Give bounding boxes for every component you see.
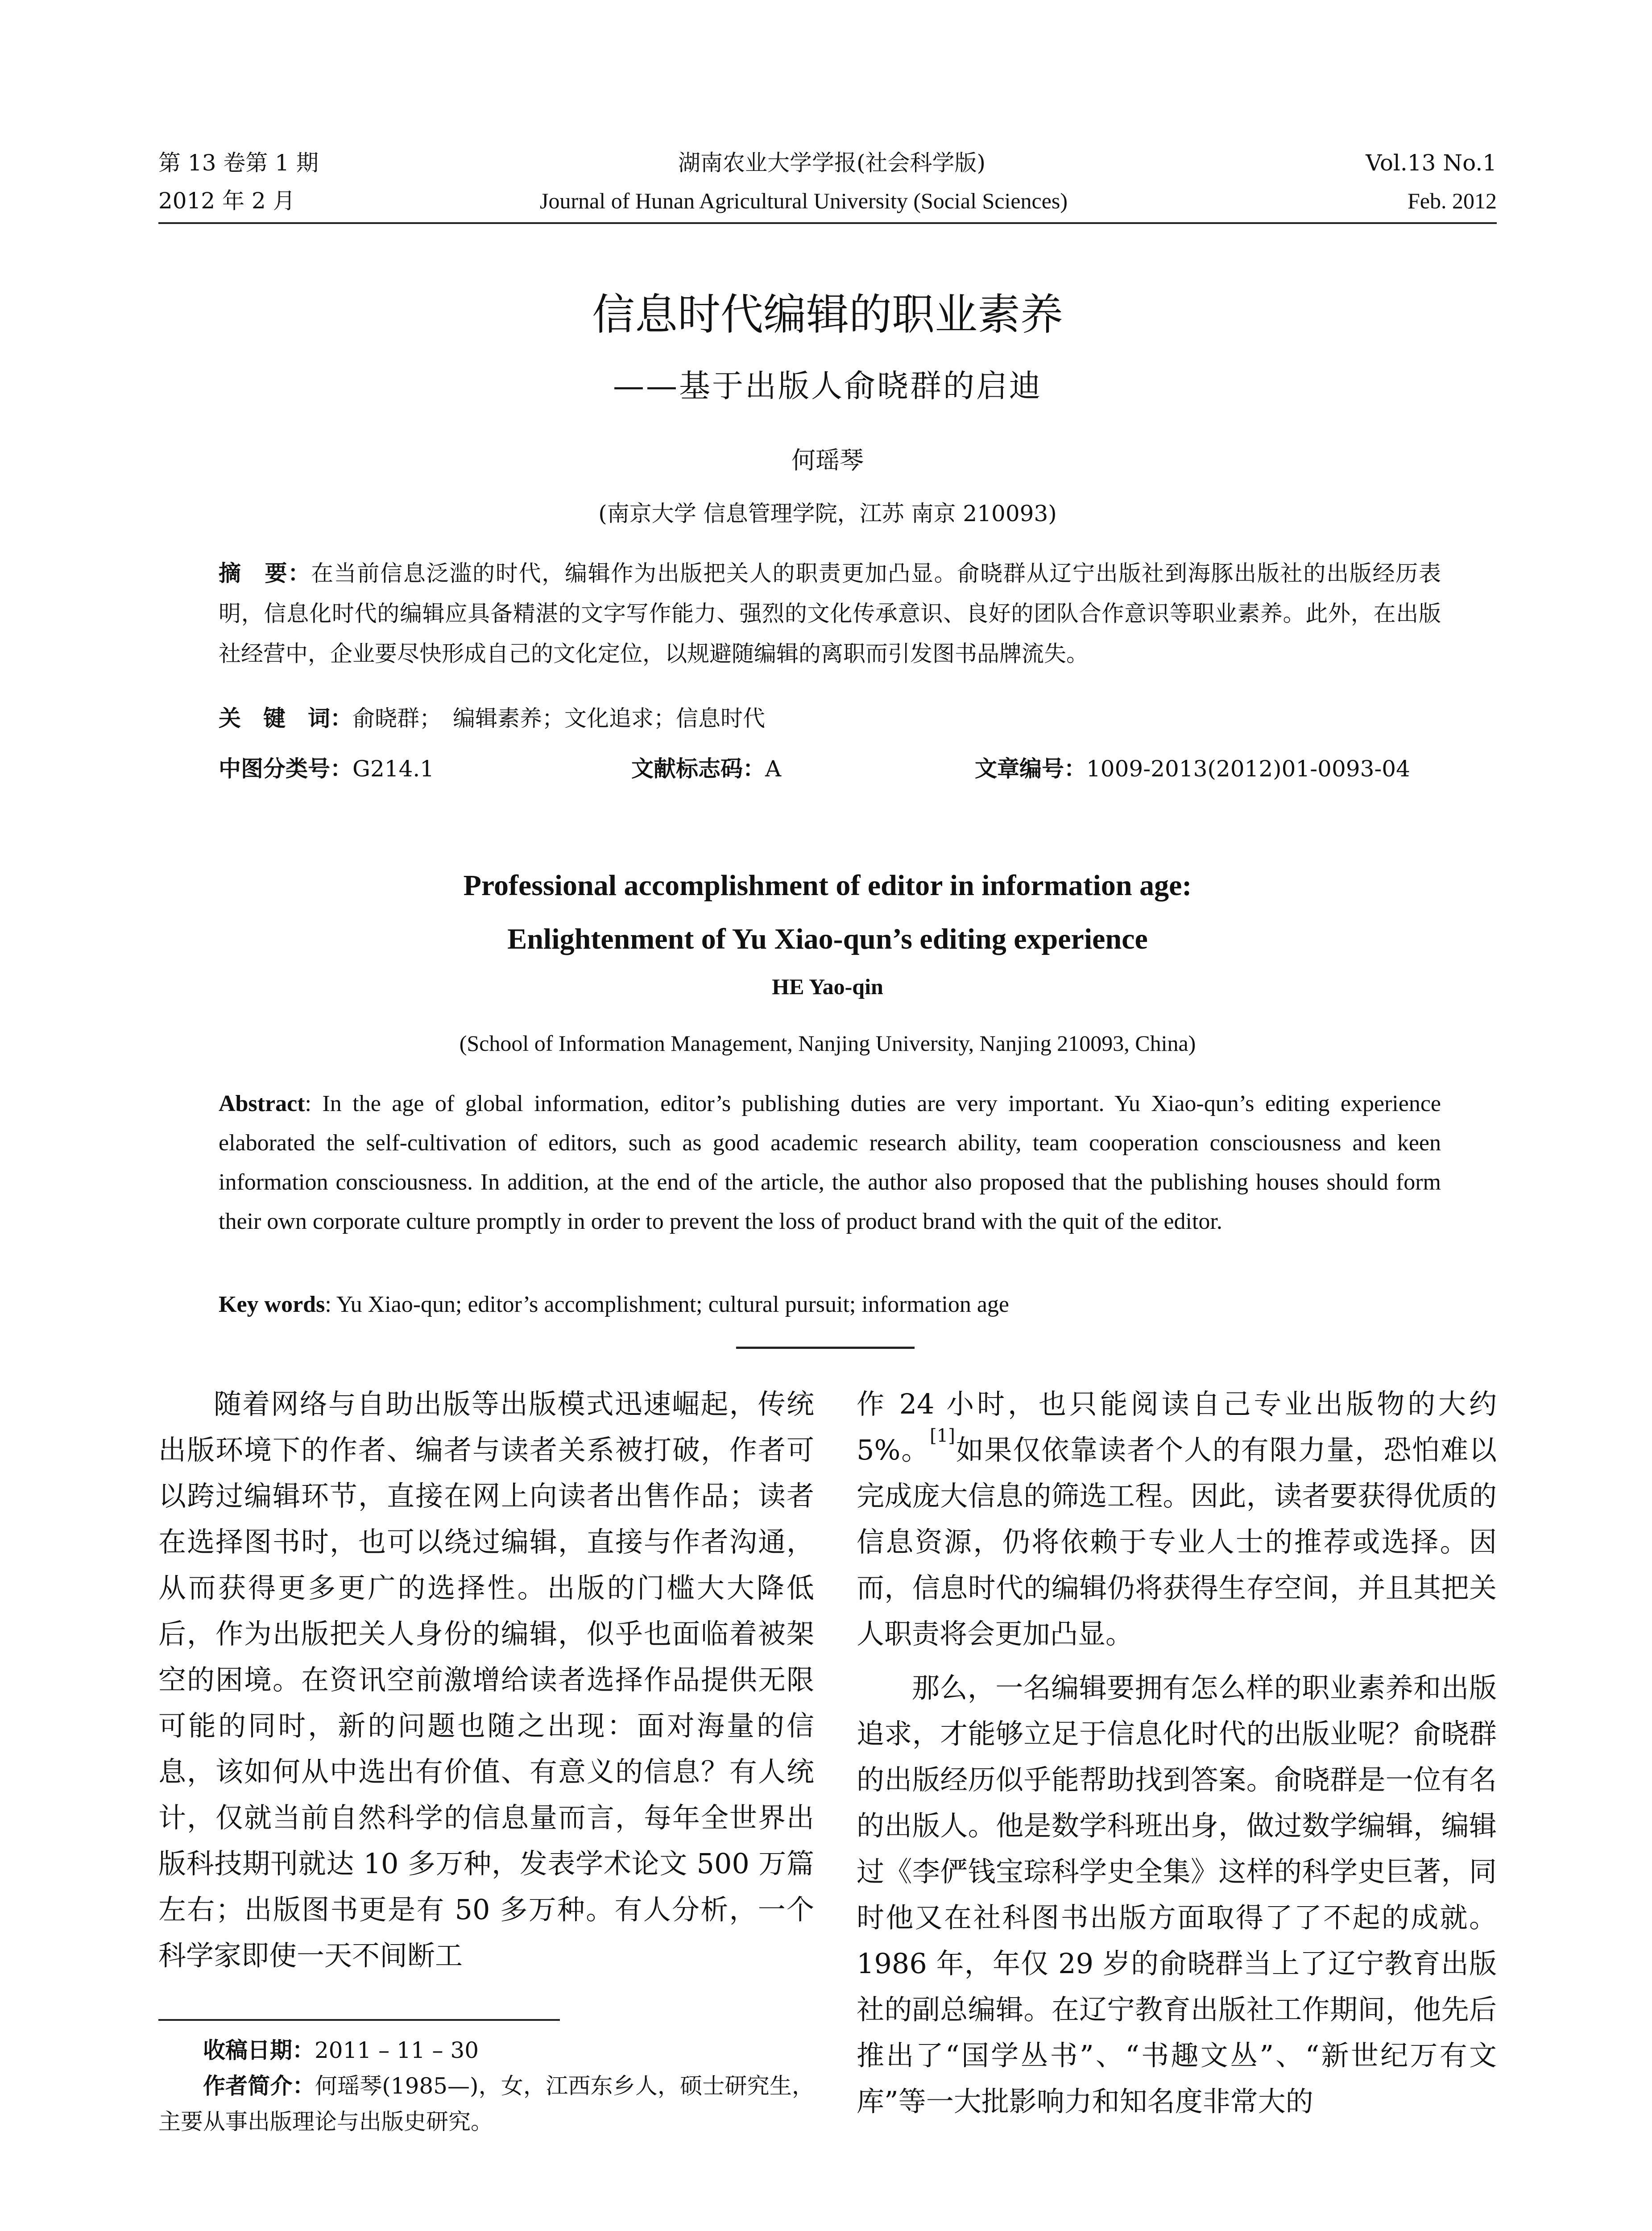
- abstract-en: [219, 1084, 1441, 1241]
- title-en-line1: Professional accomplishment of editor in information age:: [463, 869, 1192, 902]
- keywords-cn-label: 关 键 词：: [219, 705, 352, 731]
- header-volume-en: Vol.13 No.1: [1366, 150, 1497, 176]
- author-affiliation-cn: (南京大学 信息管理学院，江苏 南京 210093): [598, 501, 1057, 527]
- abstract-en-label: Abstract: [219, 1091, 305, 1116]
- author-name-cn: 何瑶琴: [791, 446, 864, 474]
- body-right-column: [857, 1381, 1497, 2124]
- footnote-received-value: 2011 – 11 – 30: [315, 2037, 479, 2063]
- section-divider: [736, 1347, 915, 1349]
- footnote: [158, 2032, 814, 2140]
- abstract-cn-text: 在当前信息泛滥的时代，编辑作为出版把关人的职责更加凸显。俞晓群从辽宁出版社到海豚出版社的出版经历表明，信息化时代的编辑应具备精湛的文字写作能力、强烈的文化传承意识、良好的团队合作意识等职业素养。此外，在出版社经营中，企业要尽快形成自己的文化定位，以规避随编辑的离职而引发图书品牌流失。: [219, 560, 1441, 667]
- body-paragraph-2-a: 作 24 小时，也只能阅读自己专业出版物的大约 5%。: [857, 1388, 1497, 1466]
- doc-code: [631, 754, 781, 784]
- footnote-rule: [158, 2019, 560, 2021]
- header-journal-en: Journal of Hunan Agricultural University (Social Sciences): [540, 188, 1068, 213]
- header-journal-cn: 湖南农业大学学报(社会科学版): [678, 150, 986, 176]
- footnote-received-label: 收稿日期：: [203, 2037, 315, 2063]
- keywords-cn: [219, 704, 765, 733]
- body-left-column: [158, 1381, 814, 1978]
- page-title: 信息时代编辑的职业素养: [592, 290, 1063, 340]
- author-affiliation-en: (School of Information Management, Nanjing University, Nanjing 210093, China): [459, 1031, 1196, 1056]
- keywords-en-text: : Yu Xiao-qun; editor’s accomplishment; cultural pursuit; information age: [325, 1292, 1009, 1317]
- author-name-en: HE Yao-qin: [772, 974, 883, 999]
- header-date-cn: 2012 年 2 月: [158, 188, 295, 214]
- abstract-cn: [219, 553, 1441, 674]
- clc-number: [219, 754, 434, 784]
- keywords-cn-text: 俞晓群； 编辑素养；文化追求；信息时代: [352, 705, 765, 731]
- clc-value: G214.1: [352, 756, 435, 782]
- citation-ref-1[interactable]: [1]: [930, 1426, 955, 1446]
- doc-code-value: A: [765, 756, 782, 782]
- footnote-bio-text: 何瑶琴(1985—)，女，江西东乡人，硕士研究生，主要从事出版理论与出版史研究。: [158, 2073, 814, 2135]
- body-paragraph-3: 那么，一名编辑要拥有怎么样的职业素养和出版追求，才能够立足于信息化时代的出版业呢？俞晓群的出版经历似乎能帮助找到答案。俞晓群是一位有名的出版人。他是数学科班出身，做过数学编辑，编辑过《李俨钱宝琮科学史全集》这样的科学史巨著，同时他又在社科图书出版方面取得了了不起的成就。1986 年，年仅 29 岁的俞晓群当上了辽宁教育出版社的副总编辑。在辽宁教育出版社工作期间，他先后推出了“国学丛书”、“书趣文丛”、“新世纪万有文库”等一大批影响力和知名度非常大的: [857, 1671, 1497, 2118]
- header-rule: [158, 222, 1497, 224]
- article-number: [975, 754, 1410, 784]
- title-en-line2: Enlightenment of Yu Xiao-qun’s editing experience: [507, 923, 1148, 955]
- keywords-en-label: Key words: [219, 1292, 325, 1317]
- abstract-cn-label: 摘 要：: [219, 560, 311, 586]
- clc-label: 中图分类号：: [219, 756, 352, 782]
- footnote-received: [158, 2032, 814, 2068]
- doc-code-label: 文献标志码：: [631, 756, 765, 782]
- footnote-bio: [158, 2068, 814, 2140]
- page-subtitle: ——基于出版人俞晓群的启迪: [613, 368, 1042, 404]
- body-paragraph-2-b: 如果仅依靠读者个人的有限力量，恐怕难以完成庞大信息的筛选工程。因此，读者要获得优质的信息资源，仍将依赖于专业人士的推荐或选择。因而，信息时代的编辑仍将获得生存空间，并且其把关人职责将会更加凸显。: [857, 1434, 1497, 1650]
- header-date-en: Feb. 2012: [1408, 188, 1497, 213]
- keywords-en: [219, 1285, 1441, 1324]
- body-paragraph-2: [857, 1381, 1497, 1657]
- article-number-value: 1009-2013(2012)01-0093-04: [1086, 756, 1410, 782]
- body-paragraph-1: 随着网络与自助出版等出版模式迅速崛起，传统出版环境下的作者、编者与读者关系被打破，作者可以跨过编辑环节，直接在网上向读者出售作品；读者在选择图书时，也可以绕过编辑，直接与作者沟通，从而获得更多更广的选择性。出版的门槛大大降低后，作为出版把关人身份的编辑，似乎也面临着被架空的困境。在资讯空前激增给读者选择作品提供无限可能的同时，新的问题也随之出现：面对海量的信息，该如何从中选出有价值、有意义的信息？有人统计，仅就当前自然科学的信息量而言，每年全世界出版科技期刊就达 10 多万种，发表学术论文 500 万篇左右；出版图书更是有 50 多万种。有人分析，一个科学家即使一天不间断工: [158, 1388, 814, 1972]
- footnote-bio-label: 作者简介：: [203, 2073, 315, 2099]
- article-number-label: 文章编号：: [975, 756, 1086, 782]
- abstract-en-text: : In the age of global information, editor’s publishing duties are very important. Yu Xiao-qun’s editing experience elaborated the self-cultivation of editors, such as good academic research ability, team cooperation consciousness and keen information consciousness. In addition, at the end of the article, the author also proposed that the publishing houses should form their own corporate culture promptly in order to prevent the loss of product brand with the quit of the editor.: [219, 1091, 1441, 1234]
- header-volume-cn: 第 13 卷第 1 期: [158, 150, 319, 176]
